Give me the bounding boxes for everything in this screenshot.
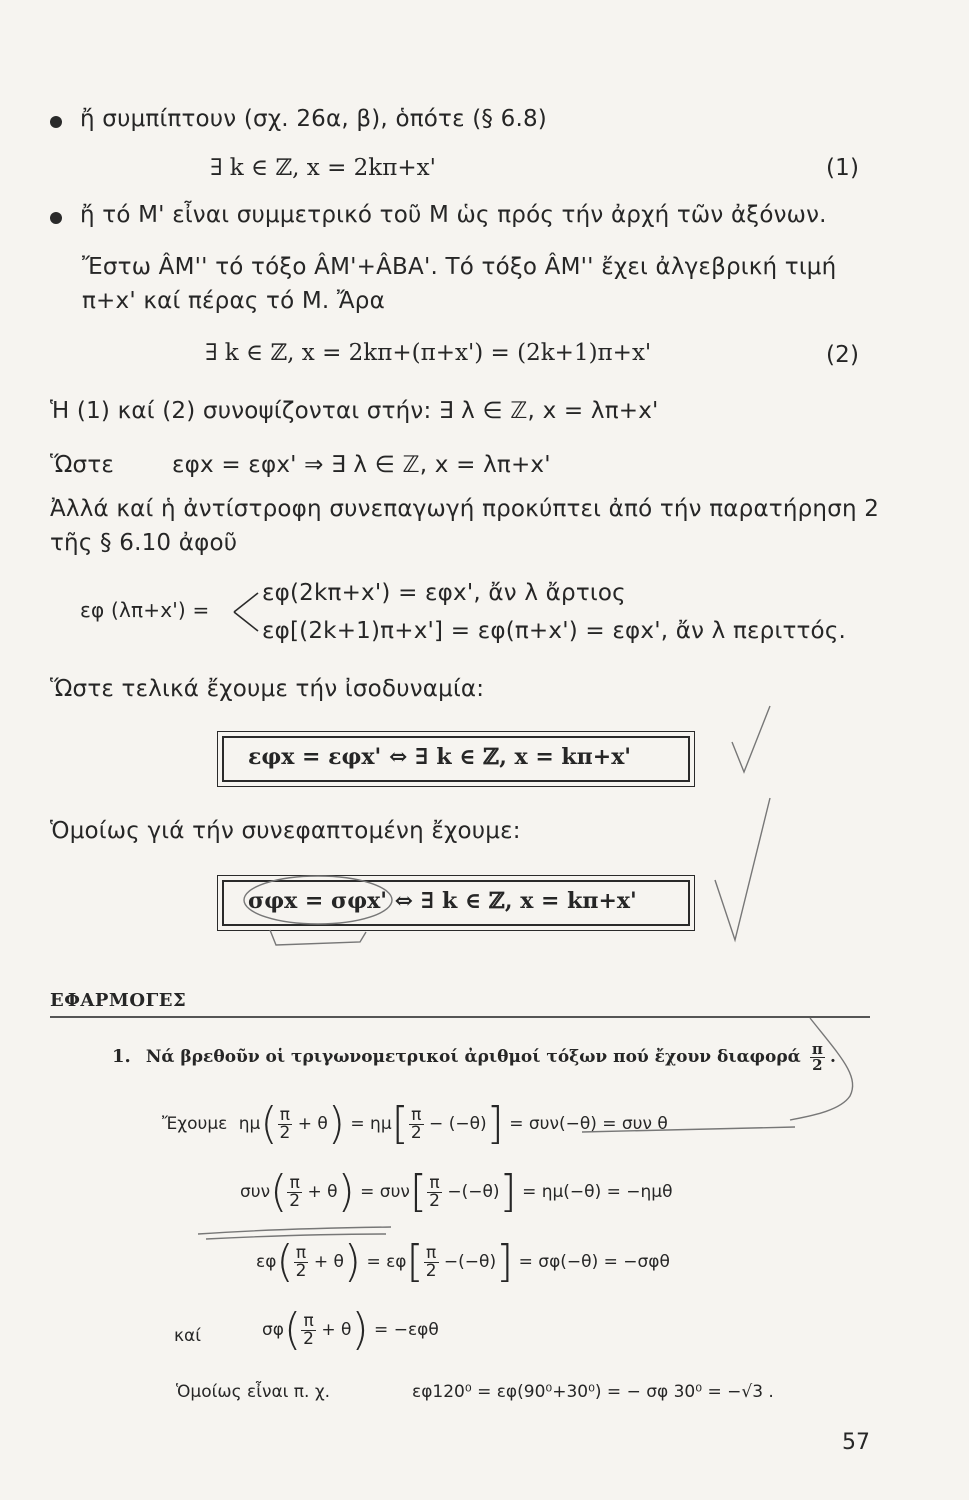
fraction-pi-over-2: $\frac{\pi}{2}$ [811, 1040, 823, 1074]
text-line: ἤ συμπίπτουν (σχ. 26α, β), ὁπότε (§ 6.8) [80, 106, 547, 132]
text-line: τῆς § 6.10 ἀφοῦ [50, 530, 238, 556]
equation-lhs: εφ (λπ+x') = [80, 598, 210, 622]
formula-sin: Ἔχουμε ημ( $\frac{\pi}{2}$ + θ) = ημ[ $\frac{\pi}{2}$ − (−θ)] = συν(−θ) = συν θ [162, 1098, 668, 1149]
example-formula: εφ120⁰ = εφ(90⁰+30⁰) = − σφ 30⁰ = −√3 . [412, 1382, 774, 1402]
formula-cot-lead: καί [174, 1326, 201, 1346]
pencil-underline [196, 1222, 396, 1242]
pencil-underline [580, 1124, 800, 1136]
text-line: Ὥστε τελικά ἔχουμε τήν ἰσοδυναμία: [50, 676, 485, 702]
exercise-number: 1. [112, 1046, 131, 1067]
section-heading: ΕΦΑΡΜΟΓΕΣ [50, 990, 187, 1011]
exercise-1: 1. Νά βρεθοῦν οἱ τριγωνομετρικοί ἀριθμοί τόξων πού ἔχουν διαφορά $\frac{\pi}{2}$ . [112, 1040, 836, 1074]
equation-1: ∃ k ∈ ℤ, x = 2kπ+x' [210, 155, 436, 181]
bullet [50, 116, 62, 128]
pencil-annotations [230, 790, 790, 960]
formula-cos: συν( $\frac{\pi}{2}$ + θ) = συν[ $\frac{\pi}{2}$ −(−θ)] = ημ(−θ) = −ημθ [240, 1166, 673, 1217]
equation-2: ∃ k ∈ ℤ, x = 2kπ+(π+x') = (2k+1)π+x' [205, 340, 652, 366]
equation-number-2: (2) [826, 342, 860, 368]
text-line: Ἀλλά καί ἡ ἀντίστροφη συνεπαγωγή προκύπτει ἀπό τήν παρατήρηση 2 [50, 496, 880, 522]
text-line: Ἡ (1) καί (2) συνοψίζονται στήν: ∃ λ ∈ ℤ, x = λπ+x' [50, 398, 659, 424]
pencil-check-mark [728, 700, 778, 780]
section-divider [50, 1016, 870, 1018]
text-line: Ὥστε [50, 452, 115, 478]
brace-lines [232, 588, 262, 636]
result-box-cot-text: σφx = σφx' ⇔ ∃ k ∈ ℤ, x = kπ+x' [248, 888, 637, 914]
equation-case-even: εφ(2kπ+x') = εφx', ἄν λ ἄρτιος [262, 580, 626, 606]
equation-case-odd: εφ[(2k+1)π+x'] = εφ(π+x') = εφx', ἄν λ περιττός. [262, 618, 847, 644]
text-line: Ἔστω ÂM'' τό τόξο ÂM'+ÂBA'. Τό τόξο ÂM'' ἔχει ἀλγεβρική τιμή [82, 254, 837, 280]
text-line: π+x' καί πέρας τό Μ. Ἄρα [82, 288, 385, 314]
result-box-tan-text: εφx = εφx' ⇔ ∃ k ∈ ℤ, x = kπ+x' [248, 744, 632, 770]
formula-tan: εφ( $\frac{\pi}{2}$ + θ) = εφ[ $\frac{\pi}{2}$ −(−θ)] = σφ(−θ) = −σφθ [256, 1236, 670, 1287]
bullet [50, 212, 62, 224]
page-number: 57 [842, 1430, 870, 1455]
exercise-text: Νά βρεθοῦν οἱ τριγωνομετρικοί ἀριθμοί τόξων πού ἔχουν διαφορά [145, 1047, 801, 1067]
formula-cot: σφ( $\frac{\pi}{2}$ + θ) = −εφθ [262, 1304, 439, 1355]
equation-number-1: (1) [826, 155, 860, 181]
equation: εφx = εφx' ⇒ ∃ λ ∈ ℤ, x = λπ+x' [172, 452, 551, 478]
text-line: ἤ τό Μ' εἶναι συμμετρικό τοῦ Μ ὡς πρός τήν ἀρχή τῶν ἀξόνων. [80, 202, 827, 228]
example-text: Ὁμοίως εἶναι π. χ. [176, 1382, 331, 1402]
text-line: Ὁμοίως γιά τήν συνεφαπτομένη ἔχουμε: [50, 818, 521, 844]
